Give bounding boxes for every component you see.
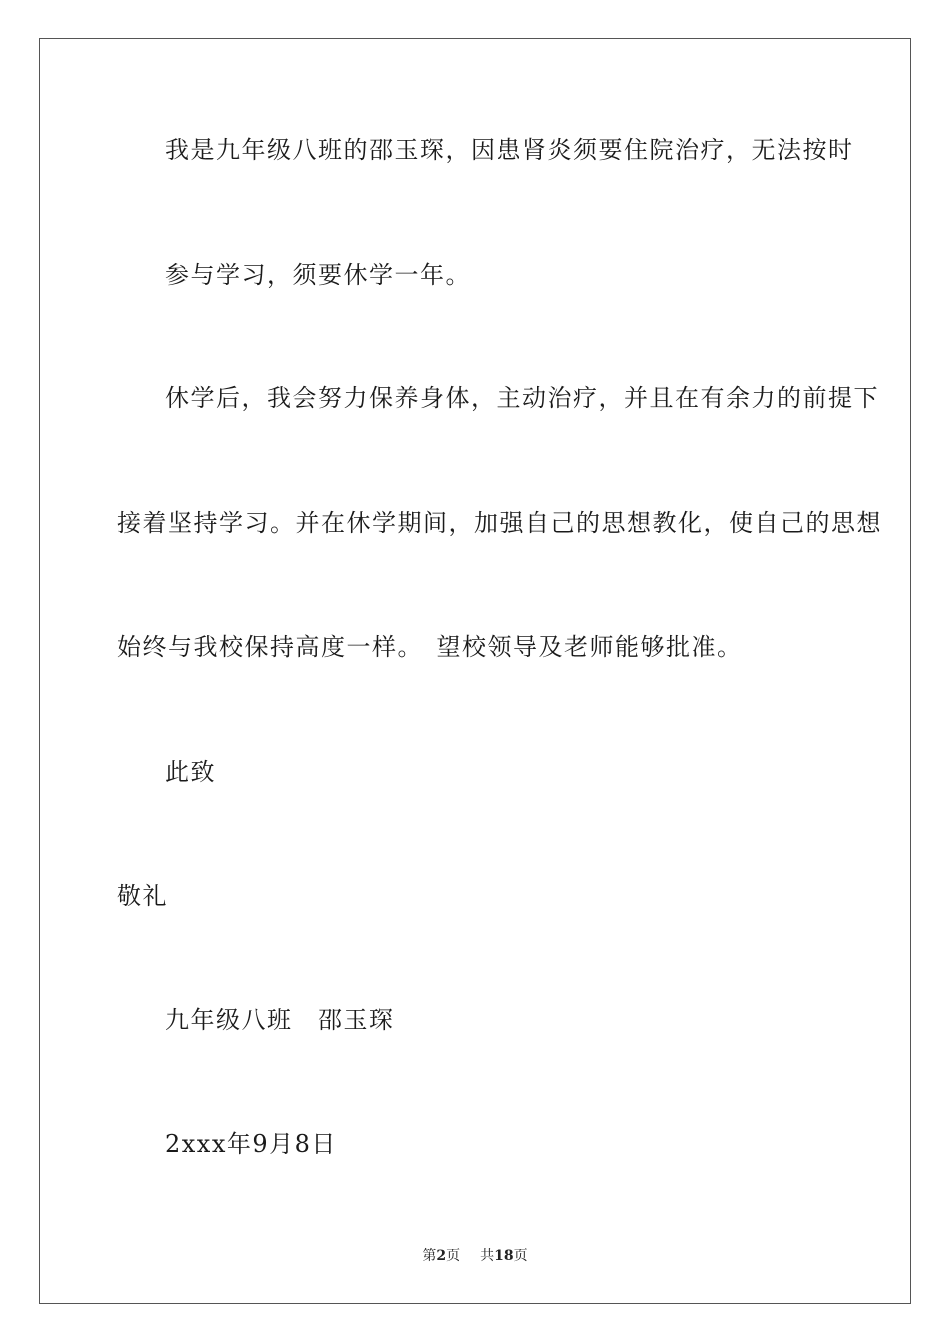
footer-total-suffix: 页: [513, 1248, 528, 1264]
footer-total-prefix: 共: [480, 1248, 495, 1264]
footer-page-number: 2: [436, 1248, 447, 1264]
body-line-5: 始终与我校保持高度一样。 望校领导及老师能够批准。: [117, 633, 743, 661]
footer-page-suffix: 页: [446, 1248, 461, 1264]
body-line-4: 接着坚持学习。并在休学期间，加强自己的思想教化，使自己的思想: [117, 509, 882, 537]
closing-salutation: 此致: [165, 758, 216, 786]
body-line-1: 我是九年级八班的邵玉琛，因患肾炎须要住院治疗，无法按时: [165, 136, 854, 164]
page-footer: [0, 1246, 950, 1266]
date-line: 2xxx年9月8日: [165, 1130, 337, 1158]
page-border: [39, 38, 911, 1304]
footer-page-prefix: 第: [422, 1248, 437, 1264]
closing-regards: 敬礼: [117, 882, 168, 910]
body-line-3: 休学后，我会努力保养身体，主动治疗，并且在有余力的前提下: [165, 384, 879, 412]
signature-line: 九年级八班 邵玉琛: [165, 1006, 395, 1034]
body-line-2: 参与学习，须要休学一年。: [165, 261, 471, 289]
footer-total-pages: 18: [494, 1248, 514, 1264]
